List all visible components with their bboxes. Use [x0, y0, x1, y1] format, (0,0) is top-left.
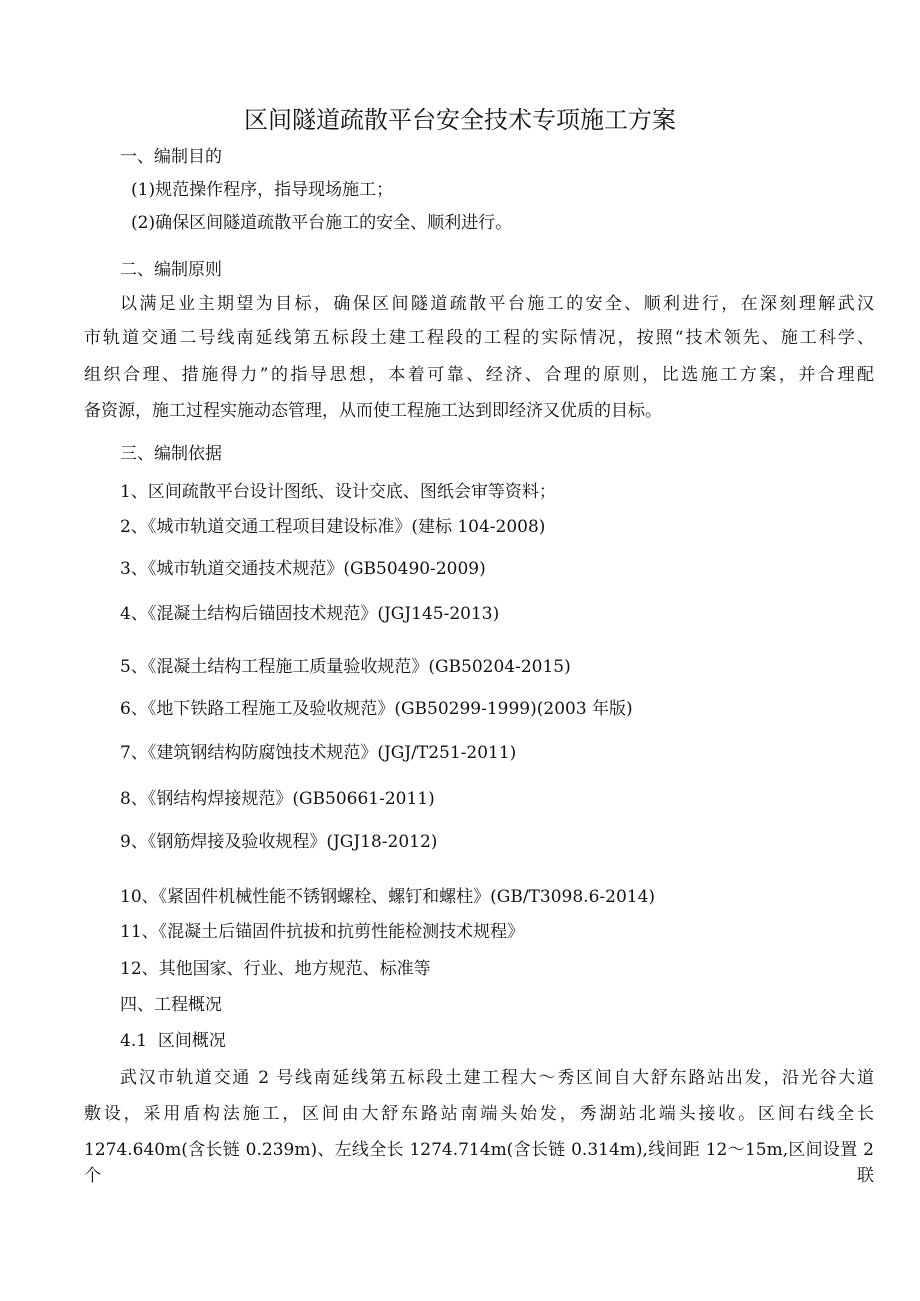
section4-line-1: 武汉市轨道交通 2 号线南延线第五标段土建工程大～秀区间自大舒东路站出发，沿光谷大道: [120, 1068, 874, 1088]
section4-heading: 四、工程概况: [120, 995, 222, 1015]
section2-heading: 二、编制原则: [120, 260, 222, 280]
section2-line-1: 以满足业主期望为目标，确保区间隧道疏散平台施工的安全、顺利进行，在深刻理解武汉: [120, 294, 874, 314]
section4-sub-heading: 4.1 区间概况: [120, 1031, 226, 1051]
section4-line-2: 敷设，采用盾构法施工，区间由大舒东路站南端头始发，秀湖站北端头接收。区间右线全长: [84, 1104, 874, 1124]
reference-item-9: 9、《钢筋焊接及验收规程》(JGJ18-2012): [120, 832, 438, 852]
section2-line-4: 备资源，施工过程实施动态管理，从而使工程施工达到即经济又优质的目标。: [84, 401, 662, 421]
section4-line-3: 1274.640m(含长链 0.239m)、左线全长 1274.714m(含长链 0.314m),线间距 12～15m,区间设置 2 个联: [84, 1140, 874, 1186]
reference-item-5: 5、《混凝土结构工程施工质量验收规范》(GB50204-2015): [120, 657, 571, 677]
reference-item-2: 2、《城市轨道交通工程项目建设标准》(建标 104-2008): [120, 517, 546, 537]
reference-item-11: 11、《混凝土后锚固件抗拔和抗剪性能检测技术规程》: [120, 922, 525, 942]
section1-item-1: (1)规范操作程序，指导现场施工；: [131, 180, 394, 200]
reference-item-4: 4、《混凝土结构后锚固技术规范》(JGJ145-2013): [120, 604, 500, 624]
document-title: 区间隧道疏散平台安全技术专项施工方案: [244, 106, 676, 134]
reference-item-6: 6、《地下铁路工程施工及验收规范》(GB50299-1999)(2003 年版): [120, 699, 633, 719]
reference-item-1: 1、区间疏散平台设计图纸、设计交底、图纸会审等资料；: [120, 482, 556, 502]
section2-line-3: 组织合理、措施得力”的指导思想，本着可靠、经济、合理的原则，比选施工方案，并合理配: [84, 365, 874, 385]
reference-item-10: 10、《紧固件机械性能不锈钢螺栓、螺钉和螺柱》(GB/T3098.6-2014): [120, 887, 656, 907]
section2-line-2: 市轨道交通二号线南延线第五标段土建工程段的工程的实际情况，按照“技术领先、施工科学、: [84, 328, 874, 348]
section1-heading: 一、编制目的: [120, 147, 222, 167]
section3-heading: 三、编制依据: [120, 444, 222, 464]
section1-item-2: (2)确保区间隧道疏散平台施工的安全、顺利进行。: [131, 213, 513, 233]
reference-item-7: 7、《建筑钢结构防腐蚀技术规范》(JGJ/T251-2011): [120, 743, 517, 763]
reference-item-8: 8、《钢结构焊接规范》(GB50661-2011): [120, 789, 435, 809]
reference-item-12: 12、其他国家、行业、地方规范、标准等: [120, 959, 431, 979]
reference-item-3: 3、《城市轨道交通技术规范》(GB50490-2009): [120, 559, 486, 579]
